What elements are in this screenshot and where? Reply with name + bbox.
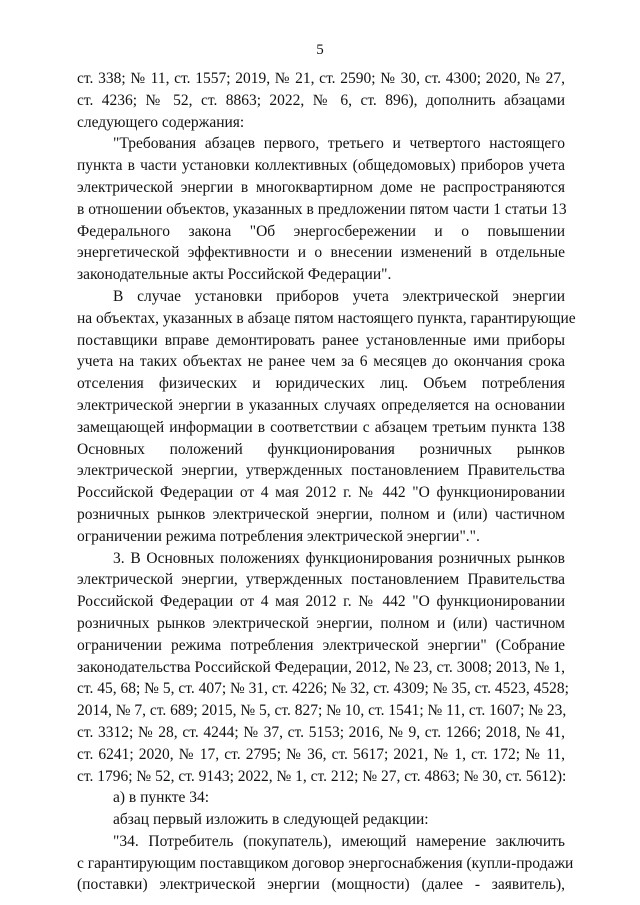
text-line: поставщики вправе демонтировать ранее установленные ими приборы [77, 331, 565, 349]
text-line: энергетической эффективности и о внесении изменений в отдельные [77, 244, 565, 262]
text-line: ст. 45, 68; № 5, ст. 407; № 31, ст. 4226; № 32, ст. 4309; № 35, ст. 4523, 4528; [77, 680, 569, 698]
text-line: (поставки) электрической энергии (мощности) (далее - заявитель), [77, 876, 565, 894]
document-body [77, 68, 576, 896]
text-line: в отношении объектов, указанных в предложении пятом части 1 статьи 13 [77, 200, 567, 218]
text-line: абзац первый изложить в следующей редакции: [113, 811, 429, 829]
text-line: следующего содержания: [77, 113, 245, 131]
text-line: ограничении режима потребления электрической энергии" (Собрание [77, 636, 565, 654]
text-line: Российской Федерации от 4 мая 2012 г. № 442 "О функционировании [77, 484, 565, 502]
text-line: электрической энергии в многоквартирном доме не распространяются [77, 178, 565, 196]
text-line: ст. 338; № 11, ст. 1557; 2019, № 21, ст. 2590; № 30, ст. 4300; 2020, № 27, [77, 70, 565, 87]
text-line: замещающей информации в соответствии с абзацем третьим пункта 138 [77, 418, 565, 436]
text-line: 2014, № 7, ст. 689; 2015, № 5, ст. 827; № 10, ст. 1541; № 11, ст. 1607; № 23, [77, 702, 567, 720]
text-line: ограничении режима потребления электрической энергии".". [77, 527, 480, 545]
text-line: В случае установки приборов учета электрической энергии [113, 287, 565, 305]
text-line: электрической энергии, утвержденных постановлением Правительства [77, 462, 565, 480]
text-line: ст. 4236; № 52, ст. 8863; 2022, № 6, ст. 896), дополнить абзацами [77, 91, 565, 109]
text-line: ст. 6241; 2020, № 17, ст. 2795; № 36, ст. 5617; 2021, № 1, ст. 172; № 11, [77, 745, 565, 763]
text-line: ст. 1796; № 52, ст. 9143; 2022, № 1, ст. 212; № 27, ст. 4863; № 30, ст. 5612): [77, 767, 567, 785]
text-line: "Требования абзацев первого, третьего и четвертого настоящего [113, 135, 565, 153]
text-line: ст. 3312; № 28, ст. 4244; № 37, ст. 5153; 2016, № 9, ст. 1266; 2018, № 41, [77, 723, 565, 741]
text-line: электрической энергии, утвержденных постановлением Правительства [77, 571, 565, 589]
text-line: отселения физических и юридических лиц. Объем потребления [77, 375, 565, 393]
text-line: Российской Федерации от 4 мая 2012 г. № 442 "О функционировании [77, 593, 565, 611]
text-line: "34. Потребитель (покупатель), имеющий намерение заключить [113, 832, 565, 850]
text-line: розничных рынков электрической энергии, полном и (или) частичном [77, 614, 565, 632]
text-line: Основных положений функционирования розничных рынков [77, 440, 565, 458]
page-number: 5 [316, 42, 324, 58]
text-line: учета на таких объектах не ранее чем за 6 месяцев до окончания срока [77, 353, 565, 371]
text-line: законодательные акты Российской Федерации". [77, 266, 392, 284]
text-line: пункта в части установки коллективных (общедомовых) приборов учета [77, 157, 565, 175]
text-line: с гарантирующим поставщиком договор энергоснабжения (купли-продажи [77, 854, 574, 872]
text-line: на объектах, указанных в абзаце пятом настоящего пункта, гарантирующие [77, 309, 576, 327]
text-line: электрической энергии в указанных случаях определяется на основании [77, 396, 565, 414]
text-line: розничных рынков электрической энергии, полном и (или) частичном [77, 505, 565, 523]
text-line: Федерального закона "Об энергосбережении и о повышении [77, 222, 565, 240]
text-line: а) в пункте 34: [113, 789, 210, 807]
text-line: законодательства Российской Федерации, 2012, № 23, ст. 3008; 2013, № 1, [77, 658, 565, 676]
text-line: 3. В Основных положениях функционирования розничных рынков [113, 549, 565, 567]
